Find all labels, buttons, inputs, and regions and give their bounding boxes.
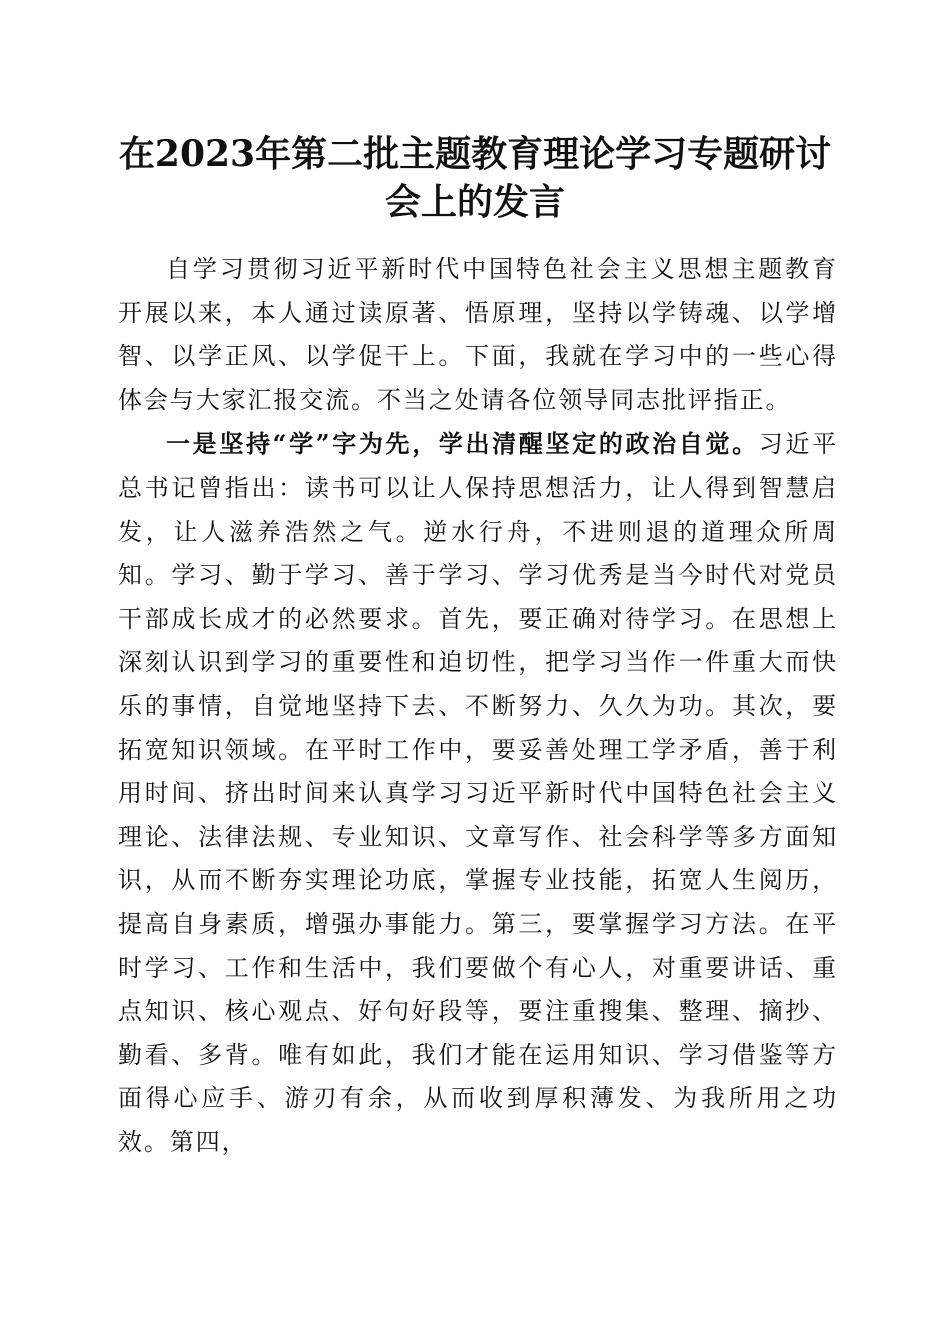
paragraph-point-one-text: 习近平总书记曾指出：读书可以让人保持思想活力，让人得到智慧启发，让人滋养浩然之气。逆水行舟，不进则退的道理众所周知。学习、勤于学习、善于学习、学习优秀是当今时代对党员干部成长成才的必然要求。首先，要正确对待学习。在思想上深刻认识到学习的重要性和迫切性，把学习当作一件重大而快乐的事情，自觉地坚持下去、不断努力、久久为功。其次，要拓宽知识领域。在平时工作中，要妥善处理工学矛盾，善于利用时间、挤出时间来认真学习习近平新时代中国特色社会主义理论、法律法规、专业知识、文章写作、社会科学等多方面知识，从而不断夯实理论功底，掌握专业技能，拓宽人生阅历，提高自身素质，增强办事能力。第三，要掌握学习方法。在平时学习、工作和生活中，我们要做个有心人，对重要讲话、重点知识、核心观点、好句好段等，要注重搜集、整理、摘抄、勤看、多背。唯有如此，我们才能在运用知识、学习借鉴等方面得心应手、游刃有余，从而收到厚积薄发、为我所用之功效。第四， bbox=[118, 430, 838, 1156]
title-line-1: 在2023年第二批主题教育理论学习专题研讨 bbox=[118, 133, 832, 175]
paragraph-intro bbox=[118, 248, 838, 422]
document-body bbox=[118, 248, 838, 1164]
paragraph-intro-text: 自学习贯彻习近平新时代中国特色社会主义思想主题教育开展以来，本人通过读原著、悟原理，坚持以学铸魂、以学增智、以学正风、以学促干上。下面，我就在学习中的一些心得体会与大家汇报交流。不当之处请各位领导同志批评指正。 bbox=[118, 255, 838, 414]
paragraph-point-one-lead: 一是坚持“学”字为先，学出清醒坚定的政治自觉。 bbox=[166, 429, 759, 459]
title-line-2: 会上的发言 bbox=[384, 181, 565, 223]
paragraph-point-one bbox=[118, 422, 838, 1164]
document-title bbox=[110, 130, 840, 226]
